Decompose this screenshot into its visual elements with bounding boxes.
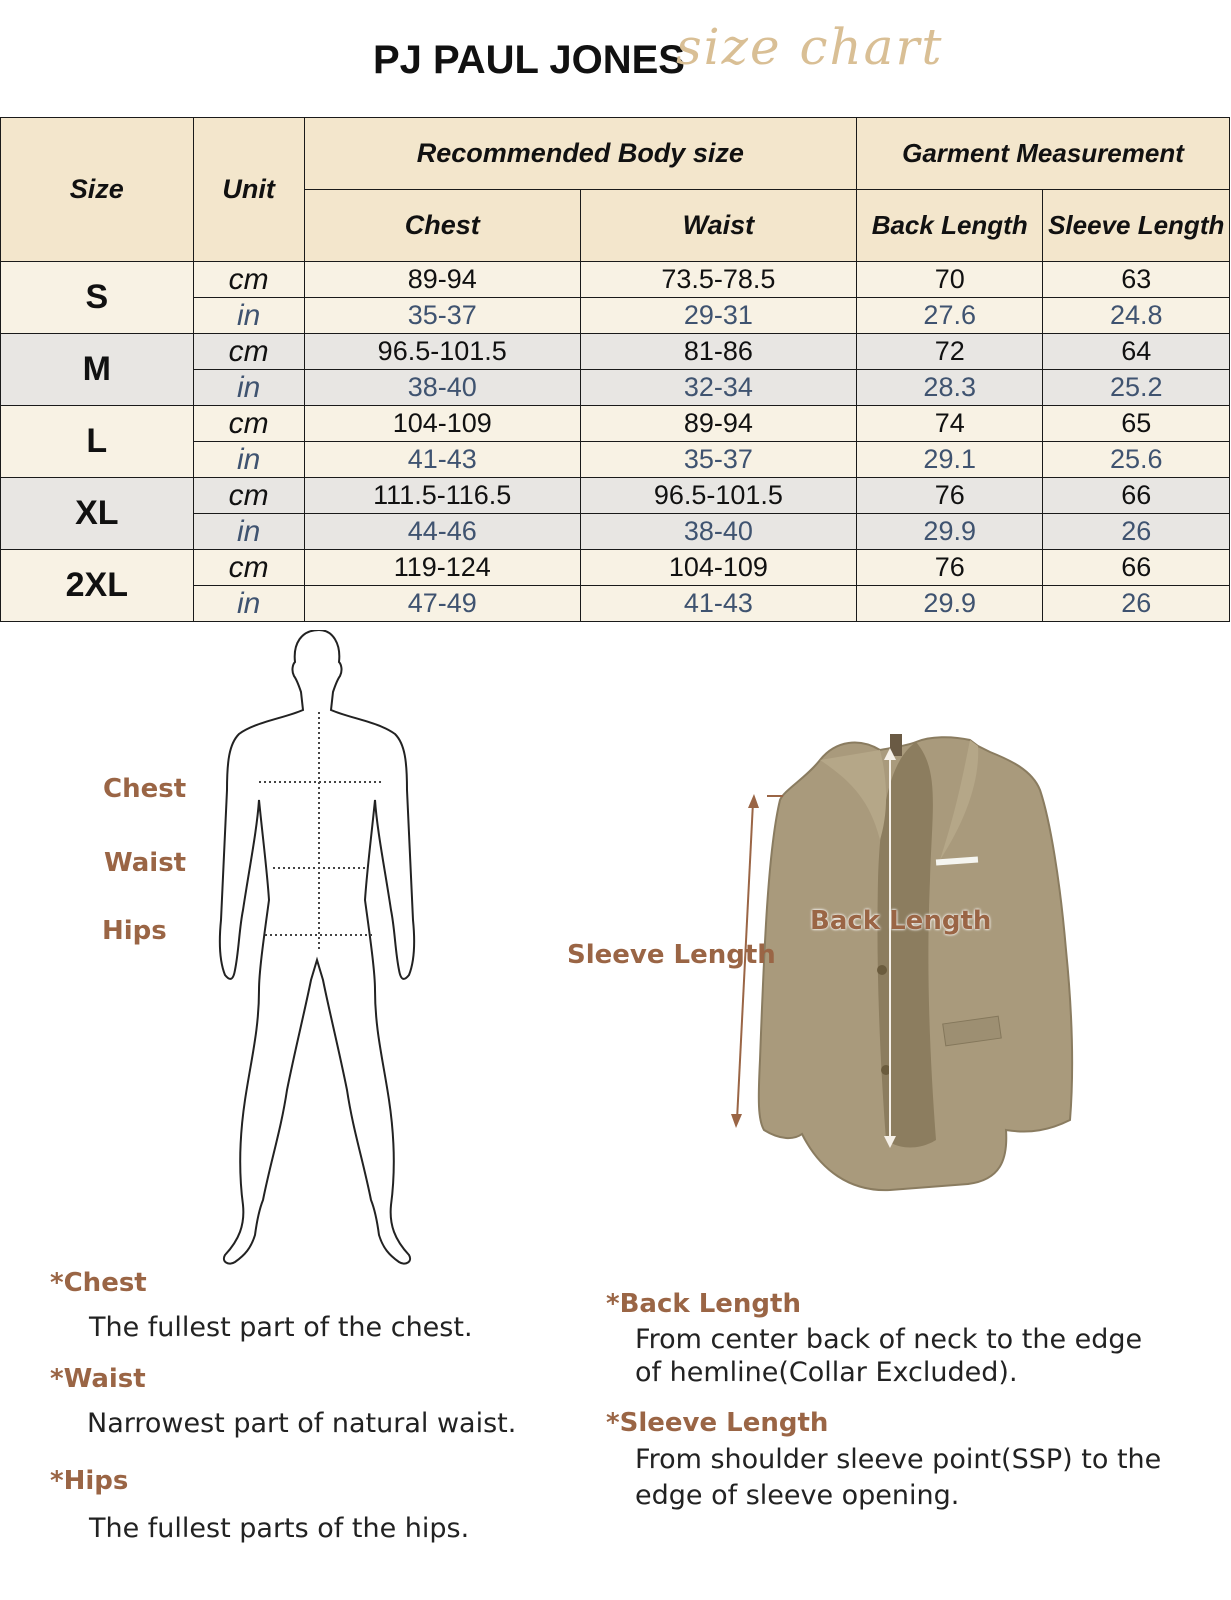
chest-cell: 111.5-116.5 (304, 478, 580, 514)
waist-cell: 29-31 (580, 298, 856, 334)
unit-cell: in (193, 298, 304, 334)
unit-cell: cm (193, 334, 304, 370)
jacket-illustration (740, 730, 1090, 1200)
size-cell: 2XL (1, 550, 194, 622)
waist-cell: 89-94 (580, 406, 856, 442)
note-back-text-2: of hemline(Collar Excluded). (635, 1357, 1018, 1388)
sleeve-cell: 26 (1043, 586, 1230, 622)
unit-cell: cm (193, 262, 304, 298)
table-row (1, 334, 1230, 370)
size-table (0, 117, 1230, 622)
waist-cell: 32-34 (580, 370, 856, 406)
chest-cell: 47-49 (304, 586, 580, 622)
back-cell: 27.6 (856, 298, 1042, 334)
body-outline-figure (215, 630, 435, 1270)
size-cell: L (1, 406, 194, 478)
note-chest-text: The fullest part of the chest. (89, 1312, 473, 1343)
size-cell: S (1, 262, 194, 334)
note-sleeve-text-2: edge of sleeve opening. (635, 1480, 960, 1511)
chest-cell: 41-43 (304, 442, 580, 478)
back-cell: 70 (856, 262, 1042, 298)
waist-cell: 38-40 (580, 514, 856, 550)
chest-cell: 38-40 (304, 370, 580, 406)
sleeve-cell: 64 (1043, 334, 1230, 370)
chest-cell: 96.5-101.5 (304, 334, 580, 370)
group-garment: Garment Measurement (856, 118, 1229, 190)
sleeve-cell: 25.2 (1043, 370, 1230, 406)
back-cell: 76 (856, 550, 1042, 586)
body-label-hips: Hips (102, 916, 167, 946)
sleeve-cell: 24.8 (1043, 298, 1230, 334)
sleeve-cell: 63 (1043, 262, 1230, 298)
sleeve-cell: 66 (1043, 478, 1230, 514)
back-cell: 72 (856, 334, 1042, 370)
table-row (1, 478, 1230, 514)
note-sleeve-heading: *Sleeve Length (606, 1408, 829, 1438)
unit-cell: in (193, 586, 304, 622)
note-chest-heading: *Chest (50, 1268, 147, 1298)
size-chart-script: size chart (676, 18, 944, 76)
table-row (1, 550, 1230, 586)
note-hips-heading: *Hips (50, 1466, 129, 1496)
col-size: Size (1, 118, 194, 262)
header (0, 10, 1231, 110)
col-sleeve-length: Sleeve Length (1043, 190, 1230, 262)
note-back-text-1: From center back of neck to the edge (635, 1324, 1143, 1355)
sleeve-cell: 25.6 (1043, 442, 1230, 478)
unit-cell: in (193, 370, 304, 406)
back-cell: 29.9 (856, 514, 1042, 550)
waist-cell: 104-109 (580, 550, 856, 586)
group-body: Recommended Body size (304, 118, 856, 190)
chest-cell: 35-37 (304, 298, 580, 334)
waist-cell: 96.5-101.5 (580, 478, 856, 514)
note-waist-text: Narrowest part of natural waist. (87, 1408, 517, 1439)
back-cell: 29.1 (856, 442, 1042, 478)
back-cell: 74 (856, 406, 1042, 442)
size-cell: M (1, 334, 194, 406)
jacket-label-sleeve: Sleeve Length (567, 940, 776, 970)
chest-cell: 89-94 (304, 262, 580, 298)
back-length-arrow (880, 748, 900, 1148)
unit-cell: in (193, 442, 304, 478)
waist-cell: 35-37 (580, 442, 856, 478)
chest-cell: 44-46 (304, 514, 580, 550)
back-cell: 28.3 (856, 370, 1042, 406)
unit-cell: in (193, 514, 304, 550)
sleeve-cell: 26 (1043, 514, 1230, 550)
sleeve-cell: 66 (1043, 550, 1230, 586)
table-row (1, 262, 1230, 298)
jacket-label-back: Back Length (810, 906, 992, 936)
brand-name: PJ PAUL JONES (373, 38, 685, 82)
waist-cell: 41-43 (580, 586, 856, 622)
note-back-heading: *Back Length (606, 1289, 801, 1319)
waist-cell: 73.5-78.5 (580, 262, 856, 298)
unit-cell: cm (193, 406, 304, 442)
chest-cell: 104-109 (304, 406, 580, 442)
col-back-length: Back Length (856, 190, 1042, 262)
table-row (1, 406, 1230, 442)
note-hips-text: The fullest parts of the hips. (89, 1513, 470, 1544)
body-label-waist: Waist (104, 848, 187, 878)
waist-cell: 81-86 (580, 334, 856, 370)
note-sleeve-text-1: From shoulder sleeve point(SSP) to the (635, 1444, 1162, 1475)
chest-cell: 119-124 (304, 550, 580, 586)
size-cell: XL (1, 478, 194, 550)
unit-cell: cm (193, 478, 304, 514)
sleeve-cell: 65 (1043, 406, 1230, 442)
back-cell: 29.9 (856, 586, 1042, 622)
col-chest: Chest (304, 190, 580, 262)
note-waist-heading: *Waist (50, 1364, 146, 1394)
unit-cell: cm (193, 550, 304, 586)
col-unit: Unit (193, 118, 304, 262)
col-waist: Waist (580, 190, 856, 262)
back-cell: 76 (856, 478, 1042, 514)
body-label-chest: Chest (103, 774, 187, 804)
